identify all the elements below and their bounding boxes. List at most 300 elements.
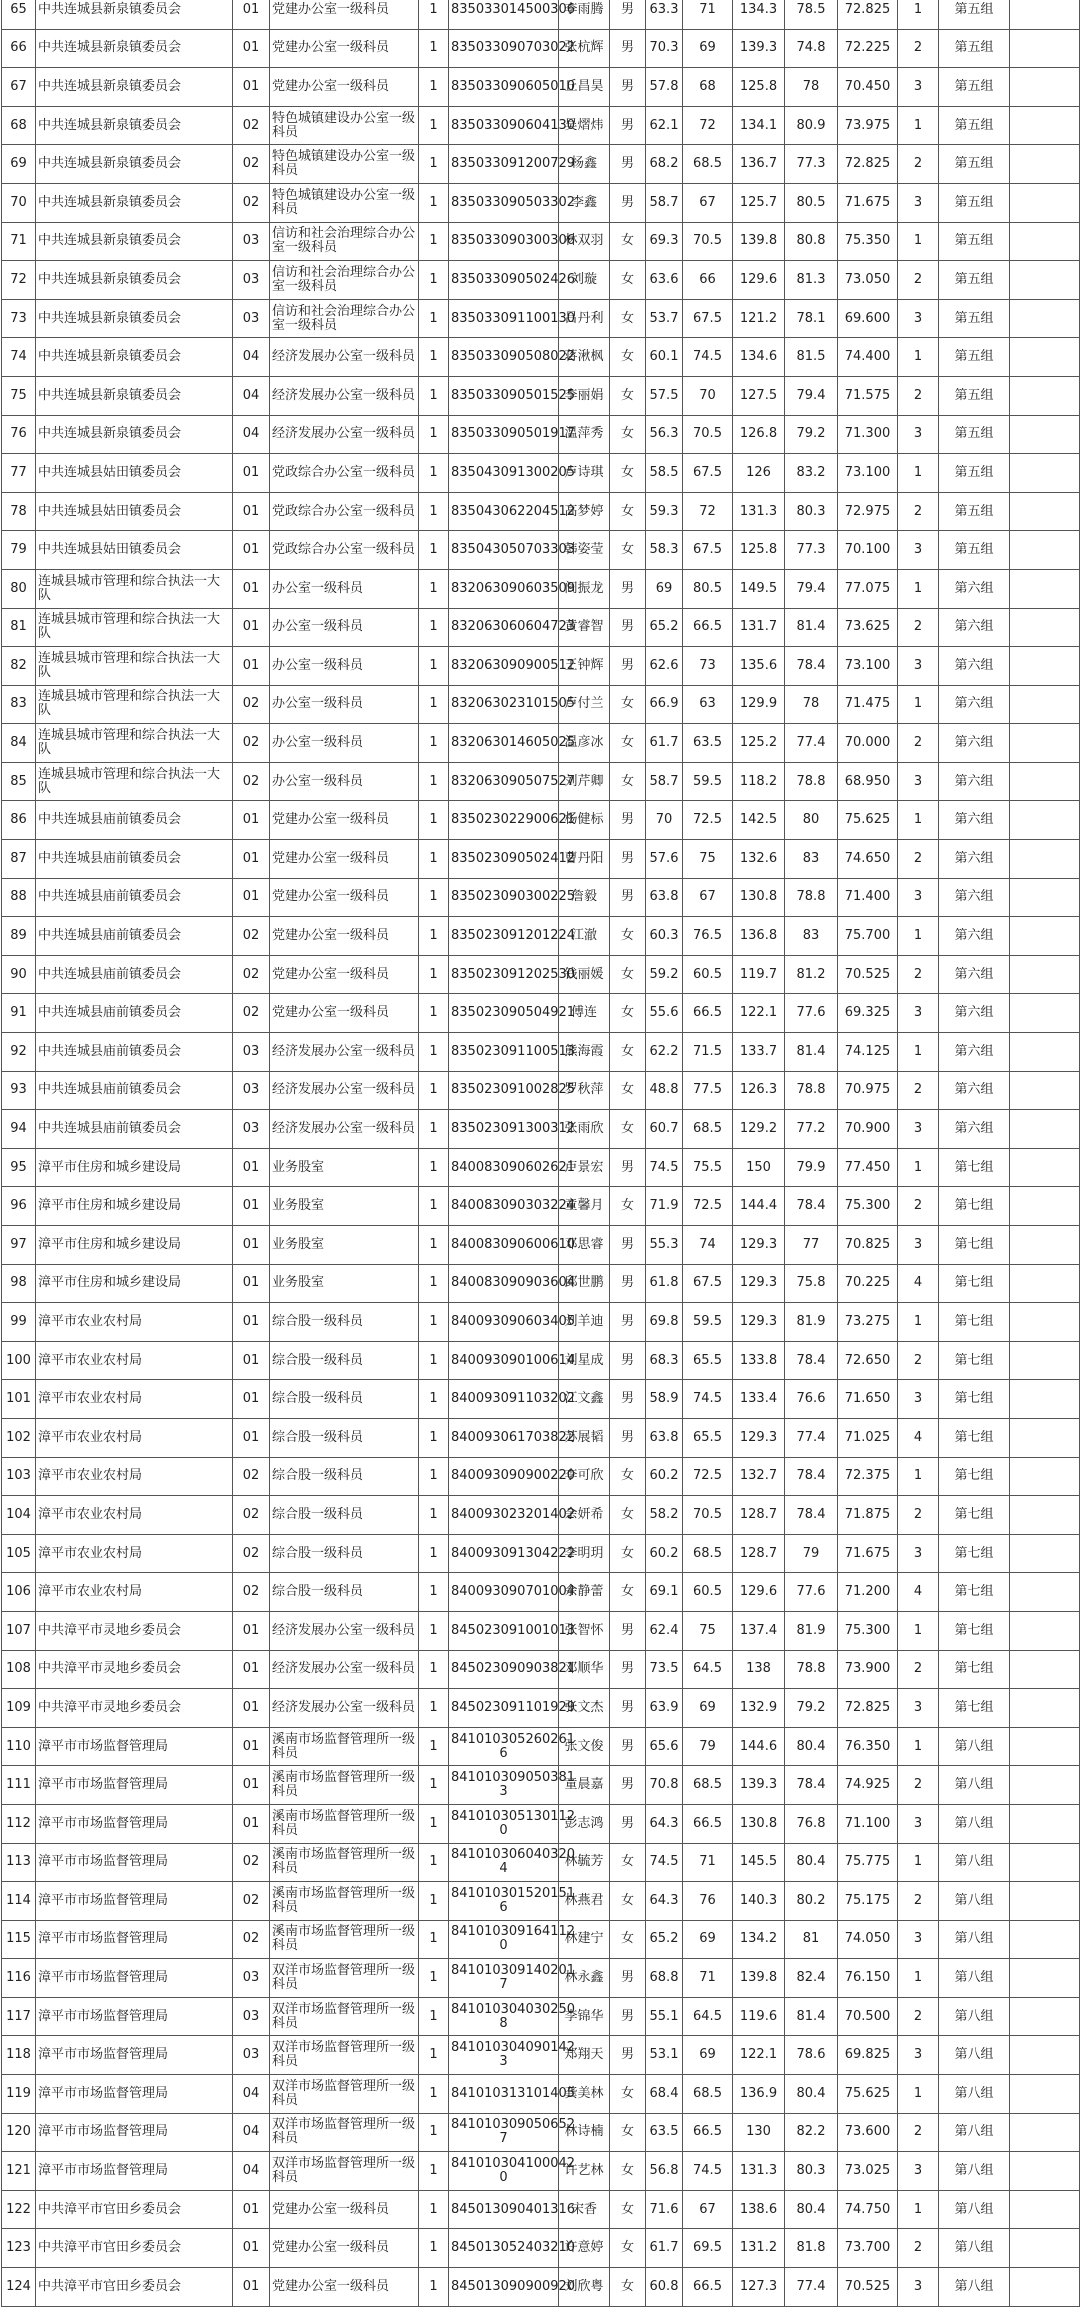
- row-number-cell: 72: [2, 261, 36, 300]
- gender-cell: 男: [610, 1689, 646, 1728]
- ticket-number-cell: 835033090300306: [449, 222, 559, 261]
- position-code-cell: 01: [233, 878, 270, 917]
- unit-name-cell: 连城县城市管理和综合执法一大队: [36, 762, 233, 801]
- candidate-name-cell: 童馨月: [559, 1187, 610, 1226]
- score-table: [1, 0, 1080, 2307]
- candidate-name-cell: 高梦婷: [559, 492, 610, 531]
- blank-cell: [1010, 955, 1080, 994]
- position-name-cell: 综合股一级科员: [270, 1341, 419, 1380]
- written-score-1-cell: 58.2: [646, 1496, 683, 1535]
- ticket-number-cell: 845013052403210: [449, 2229, 559, 2268]
- overall-score-cell: 77.450: [838, 1148, 898, 1187]
- overall-score-cell: 70.825: [838, 1226, 898, 1265]
- unit-name-cell: 漳平市农业农村局: [36, 1418, 233, 1457]
- ticket-number-cell: 832063090507527: [449, 762, 559, 801]
- written-total-cell: 128.7: [733, 1496, 785, 1535]
- unit-name-cell: 中共连城县新泉镇委员会: [36, 183, 233, 222]
- gender-cell: 男: [610, 647, 646, 686]
- hire-count-cell: 1: [419, 569, 449, 608]
- gender-cell: 男: [610, 2036, 646, 2075]
- candidate-name-cell: 卢付兰: [559, 685, 610, 724]
- written-score-2-cell: 80.5: [683, 569, 733, 608]
- gender-cell: 女: [610, 1187, 646, 1226]
- gender-cell: 女: [610, 454, 646, 493]
- unit-name-cell: 中共连城县新泉镇委员会: [36, 68, 233, 107]
- position-name-cell: 党建办公室一级科员: [270, 2190, 419, 2229]
- ticket-number-cell: 840083090600610: [449, 1226, 559, 1265]
- blank-cell: [1010, 2152, 1080, 2191]
- row-number-cell: 116: [2, 1959, 36, 1998]
- written-total-cell: 133.7: [733, 1033, 785, 1072]
- table-row: [2, 1187, 1080, 1226]
- written-total-cell: 144.4: [733, 1187, 785, 1226]
- interview-score-cell: 78.6: [785, 2036, 838, 2075]
- candidate-name-cell: 丘昌昊: [559, 68, 610, 107]
- interview-group-cell: 第七组: [939, 1187, 1010, 1226]
- hire-count-cell: 1: [419, 1959, 449, 1998]
- position-name-cell: 办公室一级科员: [270, 647, 419, 686]
- unit-name-cell: 漳平市住房和城乡建设局: [36, 1264, 233, 1303]
- interview-group-cell: 第七组: [939, 1496, 1010, 1535]
- written-total-cell: 126.8: [733, 415, 785, 454]
- written-total-cell: 130: [733, 2113, 785, 2152]
- interview-score-cell: 80.4: [785, 2075, 838, 2114]
- position-code-cell: 03: [233, 2036, 270, 2075]
- candidate-name-cell: 阎振龙: [559, 569, 610, 608]
- written-score-1-cell: 68.2: [646, 145, 683, 184]
- written-total-cell: 132.7: [733, 1457, 785, 1496]
- unit-name-cell: 漳平市住房和城乡建设局: [36, 1187, 233, 1226]
- ticket-number-cell: 832063014605025: [449, 724, 559, 763]
- overall-score-cell: 75.700: [838, 917, 898, 956]
- written-score-1-cell: 73.5: [646, 1650, 683, 1689]
- unit-name-cell: 中共连城县新泉镇委员会: [36, 415, 233, 454]
- position-name-cell: 特色城镇建设办公室一级科员: [270, 106, 419, 145]
- position-code-cell: 01: [233, 1689, 270, 1728]
- written-score-2-cell: 71: [683, 1843, 733, 1882]
- candidate-name-cell: 郑翔天: [559, 2036, 610, 2075]
- table-row: [2, 1418, 1080, 1457]
- interview-group-cell: 第五组: [939, 29, 1010, 68]
- table-row: [2, 1071, 1080, 1110]
- written-score-2-cell: 60.5: [683, 955, 733, 994]
- overall-score-cell: 75.775: [838, 1843, 898, 1882]
- interview-score-cell: 81.5: [785, 338, 838, 377]
- overall-score-cell: 71.675: [838, 183, 898, 222]
- unit-name-cell: 漳平市农业农村局: [36, 1534, 233, 1573]
- overall-score-cell: 73.275: [838, 1303, 898, 1342]
- rank-cell: 1: [898, 1843, 939, 1882]
- written-score-2-cell: 59.5: [683, 762, 733, 801]
- row-number-cell: 105: [2, 1534, 36, 1573]
- unit-name-cell: 中共连城县庙前镇委员会: [36, 1110, 233, 1149]
- overall-score-cell: 73.900: [838, 1650, 898, 1689]
- ticket-number-cell: 840093090603405: [449, 1303, 559, 1342]
- written-score-2-cell: 76.5: [683, 917, 733, 956]
- position-name-cell: 党建办公室一级科员: [270, 2268, 419, 2307]
- position-code-cell: 02: [233, 106, 270, 145]
- written-total-cell: 119.6: [733, 1997, 785, 2036]
- ticket-number-cell: 835023091300312: [449, 1110, 559, 1149]
- written-total-cell: 128.7: [733, 1534, 785, 1573]
- unit-name-cell: 漳平市住房和城乡建设局: [36, 1226, 233, 1265]
- interview-group-cell: 第八组: [939, 2075, 1010, 2114]
- table-row: [2, 1534, 1080, 1573]
- candidate-name-cell: 詹毅: [559, 878, 610, 917]
- table-row: [2, 1033, 1080, 1072]
- blank-cell: [1010, 801, 1080, 840]
- position-name-cell: 溪南市场监督管理所一级科员: [270, 1882, 419, 1921]
- interview-group-cell: 第八组: [939, 2113, 1010, 2152]
- blank-cell: [1010, 2113, 1080, 2152]
- unit-name-cell: 漳平市市场监督管理局: [36, 1766, 233, 1805]
- interview-group-cell: 第七组: [939, 1689, 1010, 1728]
- position-name-cell: 经济发展办公室一级科员: [270, 1650, 419, 1689]
- written-total-cell: 145.5: [733, 1843, 785, 1882]
- position-name-cell: 双洋市场监督管理所一级科员: [270, 2036, 419, 2075]
- row-number-cell: 78: [2, 492, 36, 531]
- written-score-2-cell: 68.5: [683, 1534, 733, 1573]
- ticket-number-cell: 841010304100042 0: [449, 2152, 559, 2191]
- table-row: [2, 1997, 1080, 2036]
- row-number-cell: 76: [2, 415, 36, 454]
- overall-score-cell: 73.625: [838, 608, 898, 647]
- written-score-2-cell: 69: [683, 29, 733, 68]
- written-score-1-cell: 55.3: [646, 1226, 683, 1265]
- table-row: [2, 2113, 1080, 2152]
- position-code-cell: 04: [233, 415, 270, 454]
- table-row: [2, 1727, 1080, 1766]
- hire-count-cell: 1: [419, 1071, 449, 1110]
- ticket-number-cell: 845023091001013: [449, 1611, 559, 1650]
- unit-name-cell: 中共连城县新泉镇委员会: [36, 222, 233, 261]
- overall-score-cell: 71.200: [838, 1573, 898, 1612]
- rank-cell: 1: [898, 569, 939, 608]
- gender-cell: 男: [610, 840, 646, 879]
- rank-cell: 2: [898, 145, 939, 184]
- rank-cell: 2: [898, 1496, 939, 1535]
- row-number-cell: 110: [2, 1727, 36, 1766]
- ticket-number-cell: 845013090900920: [449, 2268, 559, 2307]
- unit-name-cell: 连城县城市管理和综合执法一大队: [36, 724, 233, 763]
- row-number-cell: 117: [2, 1997, 36, 2036]
- blank-cell: [1010, 492, 1080, 531]
- position-name-cell: 溪南市场监督管理所一级科员: [270, 1843, 419, 1882]
- position-code-cell: 02: [233, 1573, 270, 1612]
- table-row: [2, 2036, 1080, 2075]
- row-number-cell: 97: [2, 1226, 36, 1265]
- candidate-name-cell: 刘羊迪: [559, 1303, 610, 1342]
- hire-count-cell: 1: [419, 2152, 449, 2191]
- unit-name-cell: 漳平市农业农村局: [36, 1496, 233, 1535]
- hire-count-cell: 1: [419, 762, 449, 801]
- position-name-cell: 业务股室: [270, 1264, 419, 1303]
- overall-score-cell: 70.225: [838, 1264, 898, 1303]
- row-number-cell: 91: [2, 994, 36, 1033]
- written-score-2-cell: 66.5: [683, 994, 733, 1033]
- table-row: [2, 2075, 1080, 2114]
- gender-cell: 男: [610, 183, 646, 222]
- interview-score-cell: 78.1: [785, 299, 838, 338]
- table-row: [2, 1689, 1080, 1728]
- position-code-cell: 01: [233, 1650, 270, 1689]
- rank-cell: 1: [898, 1611, 939, 1650]
- hire-count-cell: 1: [419, 106, 449, 145]
- blank-cell: [1010, 145, 1080, 184]
- position-code-cell: 01: [233, 531, 270, 570]
- position-code-cell: 02: [233, 1843, 270, 1882]
- ticket-number-cell: 835033090508022: [449, 338, 559, 377]
- written-score-1-cell: 60.3: [646, 917, 683, 956]
- overall-score-cell: 71.475: [838, 685, 898, 724]
- ticket-number-cell: 835023091201224: [449, 917, 559, 956]
- blank-cell: [1010, 299, 1080, 338]
- written-total-cell: 140.3: [733, 1882, 785, 1921]
- written-score-2-cell: 67.5: [683, 299, 733, 338]
- position-name-cell: 综合股一级科员: [270, 1457, 419, 1496]
- interview-group-cell: 第八组: [939, 2229, 1010, 2268]
- row-number-cell: 98: [2, 1264, 36, 1303]
- written-score-1-cell: 74.5: [646, 1148, 683, 1187]
- interview-group-cell: 第六组: [939, 1110, 1010, 1149]
- position-code-cell: 01: [233, 1264, 270, 1303]
- gender-cell: 女: [610, 994, 646, 1033]
- candidate-name-cell: 韩姿莹: [559, 531, 610, 570]
- interview-group-cell: 第五组: [939, 415, 1010, 454]
- rank-cell: 1: [898, 222, 939, 261]
- written-total-cell: 130.8: [733, 1804, 785, 1843]
- rank-cell: 2: [898, 1341, 939, 1380]
- row-number-cell: 85: [2, 762, 36, 801]
- row-number-cell: 100: [2, 1341, 36, 1380]
- interview-group-cell: 第六组: [939, 569, 1010, 608]
- unit-name-cell: 中共连城县新泉镇委员会: [36, 145, 233, 184]
- unit-name-cell: 漳平市市场监督管理局: [36, 1843, 233, 1882]
- written-total-cell: 131.3: [733, 2152, 785, 2191]
- gender-cell: 男: [610, 1766, 646, 1805]
- unit-name-cell: 中共连城县姑田镇委员会: [36, 531, 233, 570]
- table-row: [2, 878, 1080, 917]
- candidate-name-cell: 林诗楠: [559, 2113, 610, 2152]
- row-number-cell: 111: [2, 1766, 36, 1805]
- table-row: [2, 1882, 1080, 1921]
- unit-name-cell: 漳平市农业农村局: [36, 1380, 233, 1419]
- interview-score-cell: 80.3: [785, 2152, 838, 2191]
- ticket-number-cell: 835033090502426: [449, 261, 559, 300]
- gender-cell: 男: [610, 1418, 646, 1457]
- interview-score-cell: 79.2: [785, 415, 838, 454]
- interview-group-cell: 第六组: [939, 878, 1010, 917]
- blank-cell: [1010, 1766, 1080, 1805]
- candidate-name-cell: 刘璇: [559, 261, 610, 300]
- interview-group-cell: 第七组: [939, 1650, 1010, 1689]
- gender-cell: 女: [610, 376, 646, 415]
- row-number-cell: 74: [2, 338, 36, 377]
- written-score-1-cell: 70.8: [646, 1766, 683, 1805]
- gender-cell: 女: [610, 261, 646, 300]
- position-code-cell: 02: [233, 762, 270, 801]
- position-name-cell: 双洋市场监督管理所一级科员: [270, 1997, 419, 2036]
- position-name-cell: 党建办公室一级科员: [270, 68, 419, 107]
- rank-cell: 1: [898, 1033, 939, 1072]
- interview-group-cell: 第五组: [939, 492, 1010, 531]
- hire-count-cell: 1: [419, 2036, 449, 2075]
- interview-group-cell: 第七组: [939, 1534, 1010, 1573]
- row-number-cell: 106: [2, 1573, 36, 1612]
- position-name-cell: 党建办公室一级科员: [270, 840, 419, 879]
- interview-score-cell: 83: [785, 917, 838, 956]
- candidate-name-cell: 吴熠炜: [559, 106, 610, 145]
- candidate-name-cell: 许意婷: [559, 2229, 610, 2268]
- ticket-number-cell: 835033090503302: [449, 183, 559, 222]
- candidate-name-cell: 李雨腾: [559, 0, 610, 29]
- blank-cell: [1010, 1573, 1080, 1612]
- written-total-cell: 131.7: [733, 608, 785, 647]
- blank-cell: [1010, 0, 1080, 29]
- interview-score-cell: 79.9: [785, 1148, 838, 1187]
- written-score-1-cell: 63.9: [646, 1689, 683, 1728]
- written-score-1-cell: 61.7: [646, 724, 683, 763]
- gender-cell: 男: [610, 1148, 646, 1187]
- position-code-cell: 01: [233, 68, 270, 107]
- interview-score-cell: 79.4: [785, 569, 838, 608]
- candidate-name-cell: 邱世鹏: [559, 1264, 610, 1303]
- unit-name-cell: 中共连城县新泉镇委员会: [36, 106, 233, 145]
- overall-score-cell: 72.650: [838, 1341, 898, 1380]
- row-number-cell: 92: [2, 1033, 36, 1072]
- written-score-2-cell: 68.5: [683, 145, 733, 184]
- interview-group-cell: 第六组: [939, 647, 1010, 686]
- table-row: [2, 994, 1080, 1033]
- written-total-cell: 144.6: [733, 1727, 785, 1766]
- candidate-name-cell: 李明玥: [559, 1534, 610, 1573]
- table-row: [2, 2229, 1080, 2268]
- written-score-1-cell: 57.5: [646, 376, 683, 415]
- written-score-1-cell: 68.4: [646, 2075, 683, 2114]
- unit-name-cell: 中共连城县新泉镇委员会: [36, 0, 233, 29]
- table-row: [2, 492, 1080, 531]
- ticket-number-cell: 832063023101505: [449, 685, 559, 724]
- position-code-cell: 01: [233, 1727, 270, 1766]
- written-score-1-cell: 66.9: [646, 685, 683, 724]
- interview-group-cell: 第八组: [939, 1766, 1010, 1805]
- row-number-cell: 123: [2, 2229, 36, 2268]
- blank-cell: [1010, 2075, 1080, 2114]
- written-score-1-cell: 64.3: [646, 1882, 683, 1921]
- written-score-1-cell: 65.2: [646, 1920, 683, 1959]
- row-number-cell: 82: [2, 647, 36, 686]
- interview-score-cell: 76.8: [785, 1804, 838, 1843]
- written-total-cell: 122.1: [733, 2036, 785, 2075]
- interview-score-cell: 78.8: [785, 1650, 838, 1689]
- candidate-name-cell: 邓思睿: [559, 1226, 610, 1265]
- blank-cell: [1010, 840, 1080, 879]
- interview-group-cell: 第五组: [939, 299, 1010, 338]
- blank-cell: [1010, 2229, 1080, 2268]
- position-name-cell: 经济发展办公室一级科员: [270, 1611, 419, 1650]
- gender-cell: 男: [610, 1264, 646, 1303]
- rank-cell: 1: [898, 1457, 939, 1496]
- gender-cell: 女: [610, 299, 646, 338]
- position-name-cell: 信访和社会治理综合办公室一级科员: [270, 299, 419, 338]
- position-code-cell: 01: [233, 0, 270, 29]
- interview-group-cell: 第五组: [939, 376, 1010, 415]
- hire-count-cell: 1: [419, 1650, 449, 1689]
- position-name-cell: 办公室一级科员: [270, 569, 419, 608]
- written-total-cell: 125.8: [733, 531, 785, 570]
- written-score-2-cell: 66.5: [683, 1804, 733, 1843]
- hire-count-cell: 1: [419, 2229, 449, 2268]
- table-row: [2, 1457, 1080, 1496]
- rank-cell: 3: [898, 1110, 939, 1149]
- blank-cell: [1010, 1226, 1080, 1265]
- table-row: [2, 1766, 1080, 1805]
- ticket-number-cell: 845023090903821: [449, 1650, 559, 1689]
- overall-score-cell: 70.525: [838, 955, 898, 994]
- rank-cell: 1: [898, 338, 939, 377]
- table-row: [2, 338, 1080, 377]
- position-name-cell: 党建办公室一级科员: [270, 2229, 419, 2268]
- written-score-2-cell: 67: [683, 183, 733, 222]
- row-number-cell: 87: [2, 840, 36, 879]
- blank-cell: [1010, 68, 1080, 107]
- overall-score-cell: 75.300: [838, 1611, 898, 1650]
- candidate-name-cell: 邓顺华: [559, 1650, 610, 1689]
- overall-score-cell: 70.900: [838, 1110, 898, 1149]
- gender-cell: 女: [610, 955, 646, 994]
- position-code-cell: 04: [233, 2113, 270, 2152]
- position-name-cell: 综合股一级科员: [270, 1380, 419, 1419]
- gender-cell: 女: [610, 2229, 646, 2268]
- written-total-cell: 132.9: [733, 1689, 785, 1728]
- blank-cell: [1010, 1689, 1080, 1728]
- unit-name-cell: 漳平市市场监督管理局: [36, 1727, 233, 1766]
- written-score-2-cell: 67.5: [683, 531, 733, 570]
- table-row: [2, 1920, 1080, 1959]
- written-total-cell: 139.3: [733, 1766, 785, 1805]
- interview-score-cell: 82.4: [785, 1959, 838, 1998]
- interview-group-cell: 第五组: [939, 183, 1010, 222]
- written-score-2-cell: 65.5: [683, 1418, 733, 1457]
- position-name-cell: 业务股室: [270, 1148, 419, 1187]
- overall-score-cell: 73.700: [838, 2229, 898, 2268]
- overall-score-cell: 77.075: [838, 569, 898, 608]
- position-name-cell: 业务股室: [270, 1226, 419, 1265]
- ticket-number-cell: 835043062204512: [449, 492, 559, 531]
- blank-cell: [1010, 1071, 1080, 1110]
- blank-cell: [1010, 1843, 1080, 1882]
- written-total-cell: 133.8: [733, 1341, 785, 1380]
- hire-count-cell: 1: [419, 338, 449, 377]
- interview-score-cell: 81.9: [785, 1303, 838, 1342]
- hire-count-cell: 1: [419, 1727, 449, 1766]
- written-score-1-cell: 60.2: [646, 1457, 683, 1496]
- written-score-1-cell: 65.6: [646, 1727, 683, 1766]
- table-row: [2, 183, 1080, 222]
- written-score-1-cell: 62.4: [646, 1611, 683, 1650]
- written-score-2-cell: 69: [683, 1920, 733, 1959]
- written-score-2-cell: 74.5: [683, 2152, 733, 2191]
- interview-score-cell: 77.4: [785, 2268, 838, 2307]
- row-number-cell: 107: [2, 1611, 36, 1650]
- written-score-1-cell: 69: [646, 569, 683, 608]
- interview-group-cell: 第八组: [939, 1920, 1010, 1959]
- written-score-1-cell: 62.6: [646, 647, 683, 686]
- written-score-2-cell: 68.5: [683, 2075, 733, 2114]
- ticket-number-cell: 840083090903604: [449, 1264, 559, 1303]
- written-total-cell: 136.9: [733, 2075, 785, 2114]
- table-row: [2, 0, 1080, 29]
